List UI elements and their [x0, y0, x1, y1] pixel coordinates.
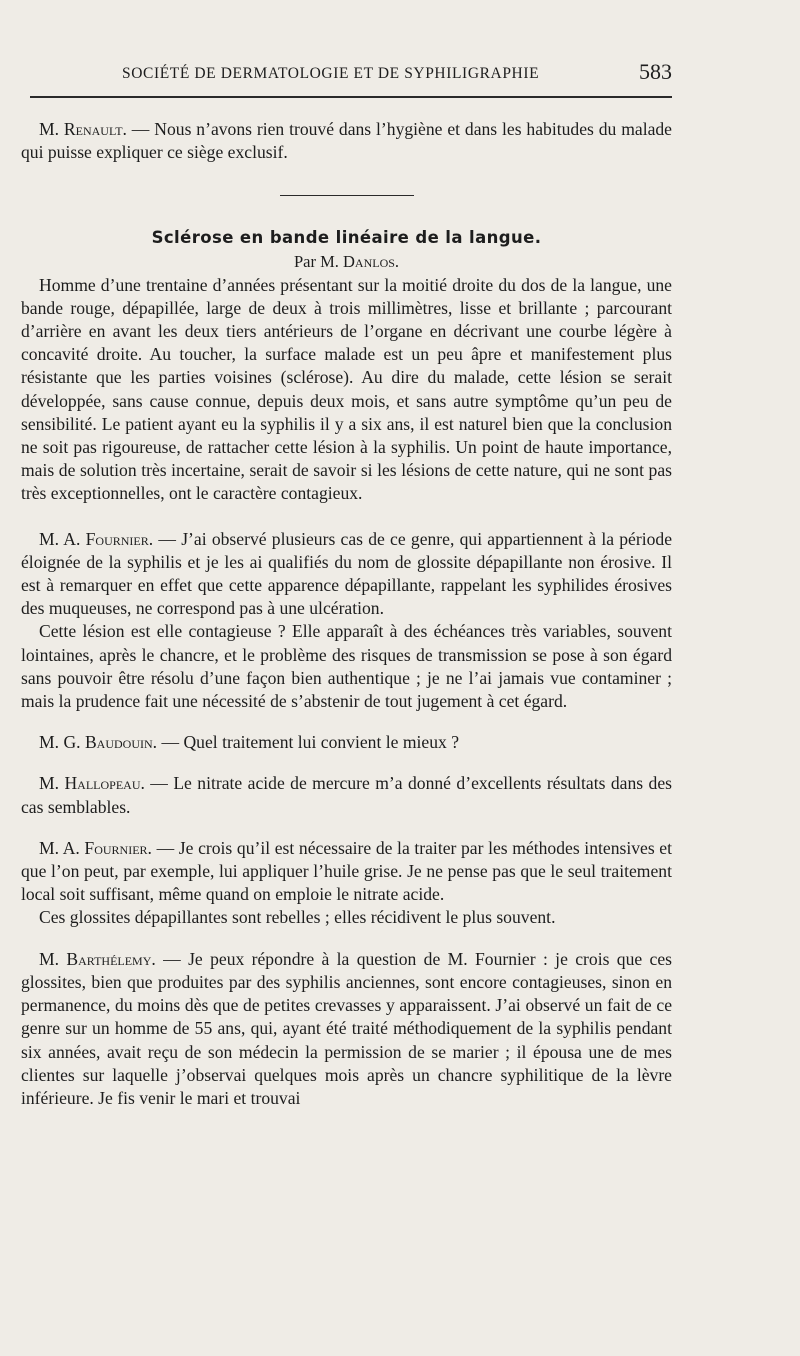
paragraph-fournier-1	[21, 528, 672, 621]
paragraph-renault	[21, 118, 672, 164]
page-number: 583	[639, 59, 672, 84]
paragraph-fournier-4: Ces glossites dépapillantes sont rebelles ; elles récidivent le plus souvent.	[39, 907, 556, 928]
speaker-name: M. Renault.	[39, 119, 127, 139]
paragraph-text: — Nous n’avons rien trouvé dans l’hygiène et dans les habitudes du malade qui puisse expliquer ce siège exclusif.	[21, 119, 672, 163]
running-header	[30, 59, 672, 89]
paragraph-baudouin	[21, 731, 672, 754]
running-title: SOCIÉTÉ DE DERMATOLOGIE ET DE SYPHILIGRAPHIE	[122, 65, 540, 82]
paragraph-case-description: Homme d’une trentaine d’années présentant sur la moitié droite du dos de la langue, une bande rouge, dépapillée, large de deux à trois millimètres, lisse et brillante ; parcourant d’arrière en avant les deux tiers antérieurs de l’organe en décrivant une courbe légère à concavité droite. Au toucher, la surface malade est un peu âpre et manifestement plus résistante que les parties voisines (sclérose). Au dire du malade, cette lésion se serait développée, sans cause connue, depuis deux mois, et sans autre symptôme qu’un peu de sensibilité. Le patient ayant eu la syphilis il y a six ans, il est naturel bien que la conclusion ne soit pas rigoureuse, de rattacher cette lésion à la syphilis. Un point de haute importance, mais de solution très incertaine, serait de savoir si les lésions de cette nature, qui ne sont pas très exceptionnelles, ont le caractère contagieux.	[21, 274, 672, 504]
section-separator	[280, 195, 414, 196]
page-body	[21, 118, 672, 1110]
speaker-name: M. A. Fournier.	[39, 837, 152, 858]
section-byline	[21, 250, 672, 273]
section-title: Sclérose en bande linéaire de la langue.	[151, 228, 542, 248]
byline-author: Danlos.	[343, 252, 400, 272]
paragraph-text: — J’ai observé plusieurs cas de ce genre, qui appartiennent à la période éloignée de la syphilis et je les ai qualifiés du nom de glossite dépapillante non érosive. Il est à remarquer en effet que cette apparence dépapillante, rappelant les syphilides érosives des muqueuses, ne correspond pas à une ulcération.	[21, 528, 672, 619]
paragraph-fournier-3	[21, 837, 672, 907]
speaker-name: M. A. Fournier.	[39, 528, 154, 549]
header-rule	[30, 96, 672, 98]
speaker-name: M. G. Baudouin.	[39, 732, 158, 753]
paragraph-barthelemy	[21, 948, 672, 1110]
paragraph-text: — Je peux répondre à la question de M. Fournier : je crois que ces glossites, bien que produites par des syphilis anciennes, sont encore contagieuses, sinon en permanence, du moins dès que de petites crevasses y apparaissent. J’ai observé un fait de ce genre sur un homme de 55 ans, qui, ayant été traité méthodiquement de la syphilis pendant six années, avait reçu de son médecin la permission de se marier ; il épousa une de mes clientes sur laquelle j’observai quelques mois après un chancre syphilitique de la lèvre inférieure. Je fis venir le mari et trouvai	[21, 948, 672, 1108]
paragraph-fournier-2: Cette lésion est elle contagieuse ? Elle apparaît à des échéances très variables, souvent lointaines, après le chancre, et le problème des risques de transmission se pose à son égard sans pouvoir être résolu d’une façon bien authentique ; je ne l’ai jamais vue contaminer ; mais la prudence fait une nécessité de s’abstenir de tout jugement à cet égard.	[21, 621, 672, 712]
byline-prefix: Par M.	[293, 252, 343, 272]
paragraph-hallopeau	[21, 772, 672, 818]
paragraph-text: — Je crois qu’il est nécessaire de la traiter par les méthodes intensives et que l’on peut, par exemple, lui appliquer l’huile grise. Je ne pense pas que le seul traitement local soit suffisant, même quand on emploie le nitrate acide.	[21, 837, 672, 905]
speaker-name: M. Barthélemy.	[39, 948, 156, 969]
speaker-name: M. Hallopeau.	[39, 773, 145, 794]
paragraph-text: — Quel traitement lui convient le mieux ?	[157, 732, 460, 753]
paragraph-text: — Le nitrate acide de mercure m’a donné d’excellents résultats dans des cas semblables.	[21, 773, 672, 817]
